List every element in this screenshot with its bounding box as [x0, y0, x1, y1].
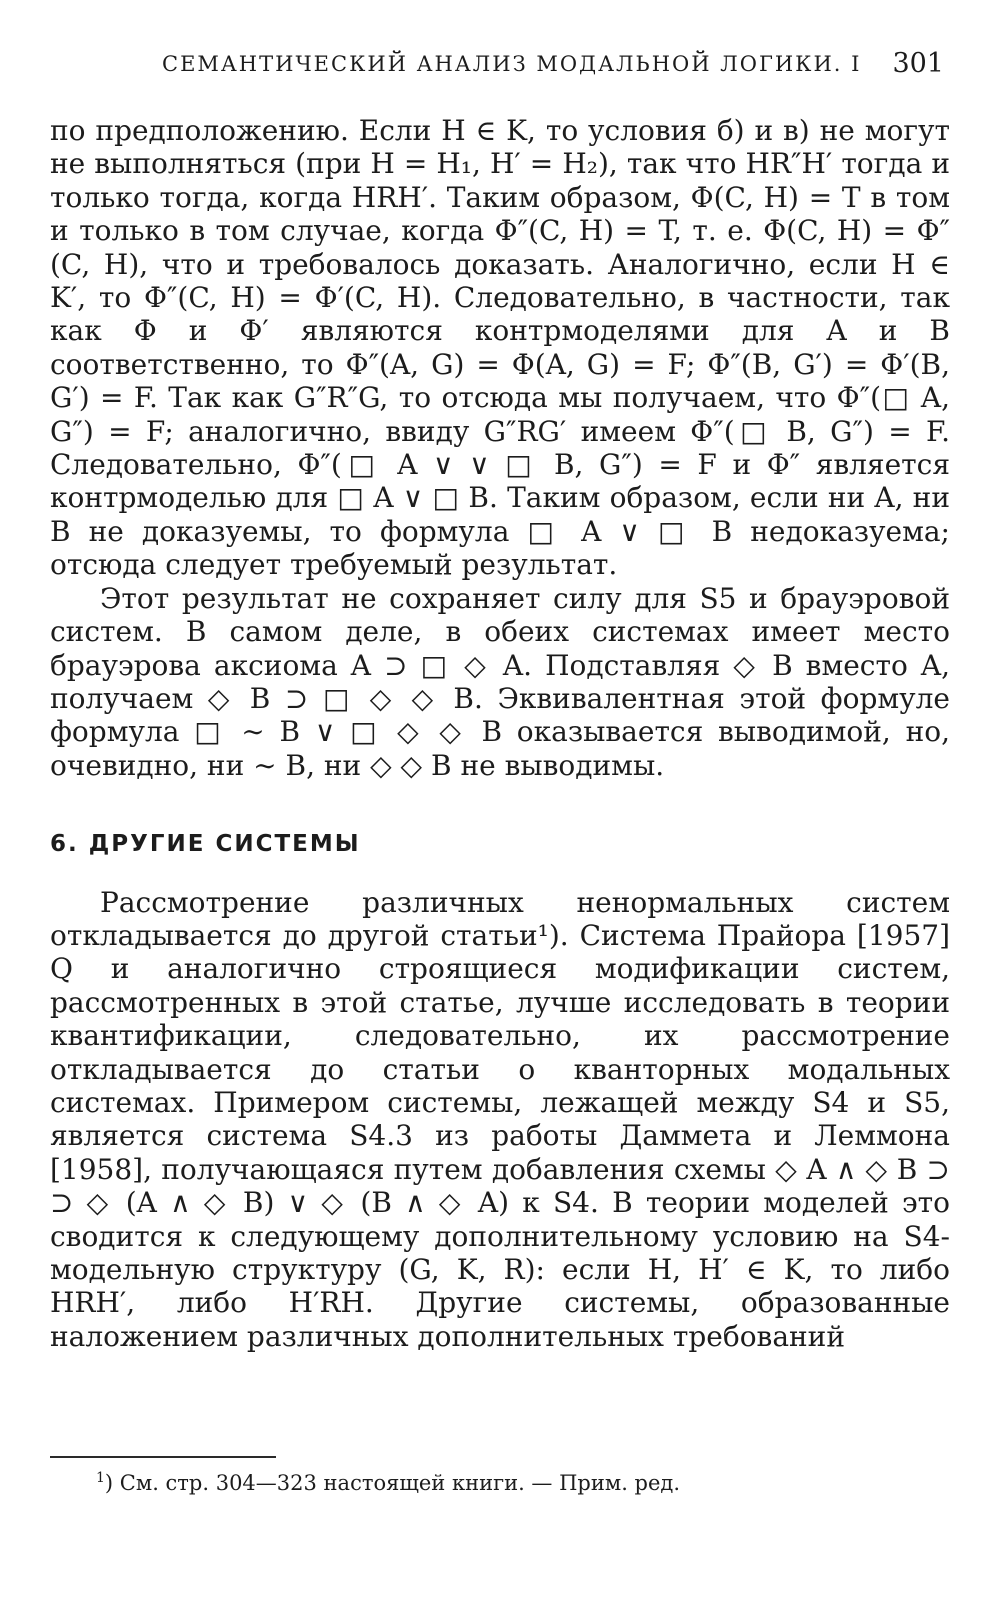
main-text: [50, 114, 950, 1353]
footnote-text: ) См. стр. 304—323 настоящей книги. — Прим. ред.: [104, 1471, 681, 1495]
footnote-divider: [50, 1456, 276, 1458]
running-head: СЕМАНТИЧЕСКИЙ АНАЛИЗ МОДАЛЬНОЙ ЛОГИКИ. I: [162, 52, 862, 76]
page-number: 301: [892, 48, 944, 79]
section-heading: 6. ДРУГИЕ СИСТЕМЫ: [50, 831, 361, 858]
page-header: [50, 46, 950, 82]
paragraph-other-systems: Рассмотрение различных ненормальных систем откладывается до другой статьи¹). Система Прайора [1957] Q и аналогично строящиеся модификации систем, рассмотренных в этой статье, лучше исследовать в теории квантификации, следовательно, их рассмотрение откладывается до статьи о кванторных модальных системах. Примером системы, лежащей между S4 и S5, является система S4.3 из работы Даммета и Леммона [1958], получающаяся путем добавления схемы ◇ A ∧ ◇ B ⊃ ⊃ ◇ (A ∧ ◇ B) ∨ ◇ (B ∧ ◇ A) к S4. В теории моделей это сводится к следующему дополнительному условию на S4-модельную структуру (G, K, R): если H, H′ ∈ K, то либо HRH′, либо H′RH. Другие системы, образованные наложением различных дополнительных требований: [50, 885, 950, 1353]
paragraph-proof-continuation: по предположению. Если H ∈ K, то условия б) и в) не могут не выполняться (при H = H₁, H′ = H₂), так что HR″H′ тогда и только тогда, когда HRH′. Таким образом, Φ(C, H) = T в том и только в том случае, когда Φ″(C, H) = T, т. е. Φ(C, H) = Φ″(C, H), что и требовалось доказать. Аналогично, если H ∈ K′, то Φ″(C, H) = Φ′(C, H). Следовательно, в частности, так как Φ и Φ′ являются контрмоделями для A и B соответственно, то Φ″(A, G) = Φ(A, G) = F; Φ″(B, G′) = Φ′(B, G′) = F. Так как G″R″G, то отсюда мы получаем, что Φ″(□ A, G″) = F; аналогично, ввиду G″RG′ имеем Φ″(□ B, G″) = F. Следовательно, Φ″(□ A ∨ ∨ □ B, G″) = F и Φ″ является контрмоделью для □ A ∨ □ B. Таким образом, если ни A, ни B не доказуемы, то формула □ A ∨ □ B недоказуема; отсюда следует требуемый результат.: [50, 114, 950, 582]
footnote-mark: 1: [96, 1470, 105, 1486]
footnote: [96, 1470, 680, 1495]
paragraph-brouwer-remark: Этот результат не сохраняет силу для S5 и брауэровой систем. В самом деле, в обеих системах имеет место брауэрова аксиома A ⊃ □ ◇ A. Подставляя ◇ B вместо A, получаем ◇ B ⊃ □ ◇ ◇ B. Эквивалентная этой формуле формула □ ∼ B ∨ □ ◇ ◇ B оказывается выводимой, но, очевидно, ни ∼ B, ни ◇ ◇ B не выводимы.: [50, 581, 950, 782]
